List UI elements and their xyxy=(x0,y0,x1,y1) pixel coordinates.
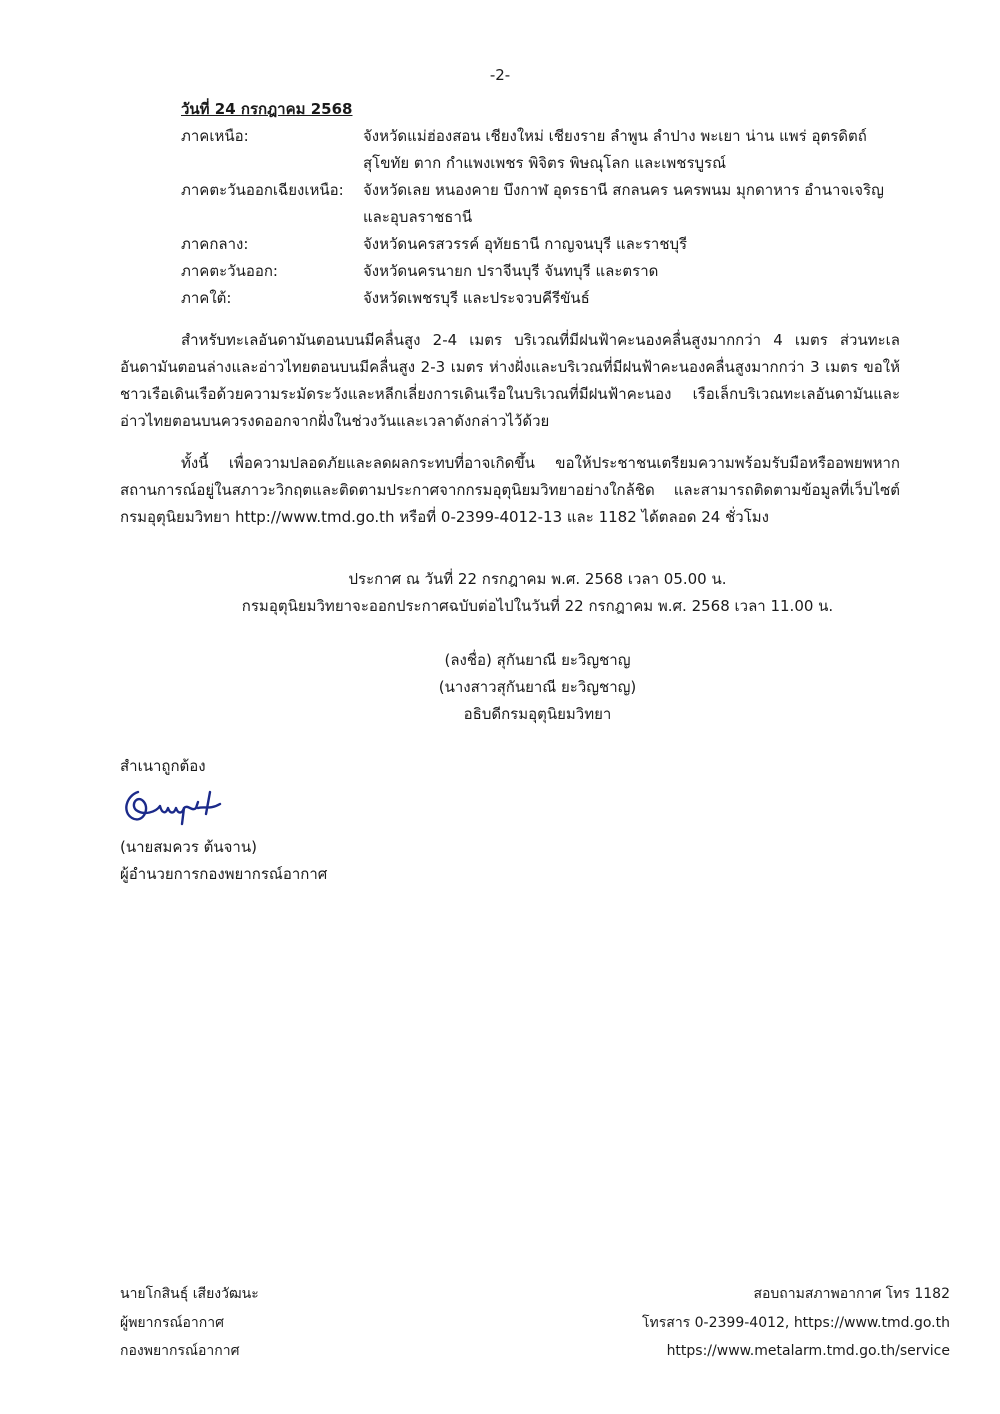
service-url-line: https://www.metalarm.tmd.go.th/service xyxy=(666,1343,950,1359)
fax-website-line: โทรสาร 0-2399-4012, https://www.tmd.go.th xyxy=(642,1314,950,1331)
signatory-title: อธิบดีกรมอุตุนิยมวิทยา xyxy=(463,705,612,723)
forecaster-name: นายโกสินธุ์ เสียงวัฒนะ xyxy=(120,1286,259,1302)
forecaster-division: กองพยากรณ์อากาศ xyxy=(120,1343,240,1359)
next-issue-line: กรมอุตุนิยมวิทยาจะออกประกาศฉบับต่อไปในวันที่ 22 กรกฎาคม พ.ศ. 2568 เวลา 11.00 น. xyxy=(241,597,834,615)
certifier-name: (นายสมควร ต้นจาน) xyxy=(120,838,257,856)
signed-line: (ลงชื่อ) สุกันยาณี ยะวิญชาญ xyxy=(444,651,631,669)
handwritten-signature xyxy=(122,780,232,830)
region-name: ภาคเหนือ: xyxy=(181,127,249,145)
footer-forecaster xyxy=(120,1280,259,1366)
date-heading: วันที่ 24 กรกฎาคม 2568 xyxy=(181,100,353,118)
region-name: ภาคใต้: xyxy=(181,289,232,307)
certified-copy-person xyxy=(120,834,327,888)
announcement-block xyxy=(0,566,1000,620)
region-provinces: จังหวัดเพชรบุรี และประจวบคีรีขันธ์ xyxy=(363,289,590,307)
signatory-name: (นางสาวสุกันยาณี ยะวิญชาญ) xyxy=(438,678,637,696)
region-provinces: จังหวัดแม่ฮ่องสอน เชียงใหม่ เชียงราย ลำพูน ลำปาง พะเยา น่าน แพร่ อุตรดิตถ์ สุโขทัย ตาก กำแพงเพชร พิจิตร พิษณุโลก และเพชรบูรณ์ xyxy=(363,127,867,172)
region-name: ภาคตะวันออก: xyxy=(181,262,278,280)
region-row xyxy=(181,231,901,258)
hotline-line: สอบถามสภาพอากาศ โทร 1182 xyxy=(753,1286,950,1302)
certified-copy-label: สำเนาถูกต้อง xyxy=(120,757,206,775)
region-row xyxy=(181,285,901,312)
region-table xyxy=(181,123,901,312)
footer-contact xyxy=(642,1280,950,1366)
director-signature-block xyxy=(0,647,1000,728)
region-row xyxy=(181,123,901,177)
certifier-title: ผู้อำนวยการกองพยากรณ์อากาศ xyxy=(120,865,328,883)
page-number: -2- xyxy=(489,66,511,84)
issued-line: ประกาศ ณ วันที่ 22 กรกฎาคม พ.ศ. 2568 เวลา 05.00 น. xyxy=(348,570,727,588)
region-row xyxy=(181,177,901,231)
region-provinces: จังหวัดเลย หนองคาย บึงกาฬ อุดรธานี สกลนคร นครพนม มุกดาหาร อำนาจเจริญ และอุบลราชธานี xyxy=(363,181,884,226)
region-name: ภาคกลาง: xyxy=(181,235,249,253)
region-provinces: จังหวัดนครนายก ปราจีนบุรี จันทบุรี และตราด xyxy=(363,262,659,280)
forecaster-role: ผู้พยากรณ์อากาศ xyxy=(120,1314,224,1331)
region-row xyxy=(181,258,901,285)
region-name: ภาคตะวันออกเฉียงเหนือ: xyxy=(181,181,344,199)
marine-warning-paragraph: สำหรับทะเลอันดามันตอนบนมีคลื่นสูง 2-4 เมตร บริเวณที่มีฝนฟ้าคะนองคลื่นสูงมากกว่า 4 เมตร ส่วนทะเลอันดามันตอนล่างและอ่าวไทยตอนบนมีคลื่นสูง 2-3 เมตร ห่างฝั่งและบริเวณที่มีฝนฟ้าคะนองคลื่นสูงมากกว่า 3 เมตร ขอให้ชาวเรือเดินเรือด้วยความระมัดระวังและหลีกเลี่ยงการเดินเรือในบริเวณที่มีฝนฟ้าคะนอง เรือเล็กบริเวณทะเลอันดามันและอ่าวไทยตอนบนควรงดออกจากฝั่งในช่วงวันและเวลาดังกล่าวไว้ด้วย xyxy=(120,331,900,430)
region-provinces: จังหวัดนครสวรรค์ อุทัยธานี กาญจนบุรี และราชบุรี xyxy=(363,235,688,253)
safety-advice-paragraph: ทั้งนี้ เพื่อความปลอดภัยและลดผลกระทบที่อาจเกิดขึ้น ขอให้ประชาชนเตรียมความพร้อมรับมือหรืออพยพหากสถานการณ์อยู่ในสภาวะวิกฤตและติดตามประกาศจากกรมอุตุนิยมวิทยาอย่างใกล้ชิด และสามารถติดตามข้อมูลที่เว็บไซต์กรมอุตุนิยมวิทยา http://www.tmd.go.th หรือที่ 0-2399-4012-13 และ 1182 ได้ตลอด 24 ชั่วโมง xyxy=(120,454,900,526)
